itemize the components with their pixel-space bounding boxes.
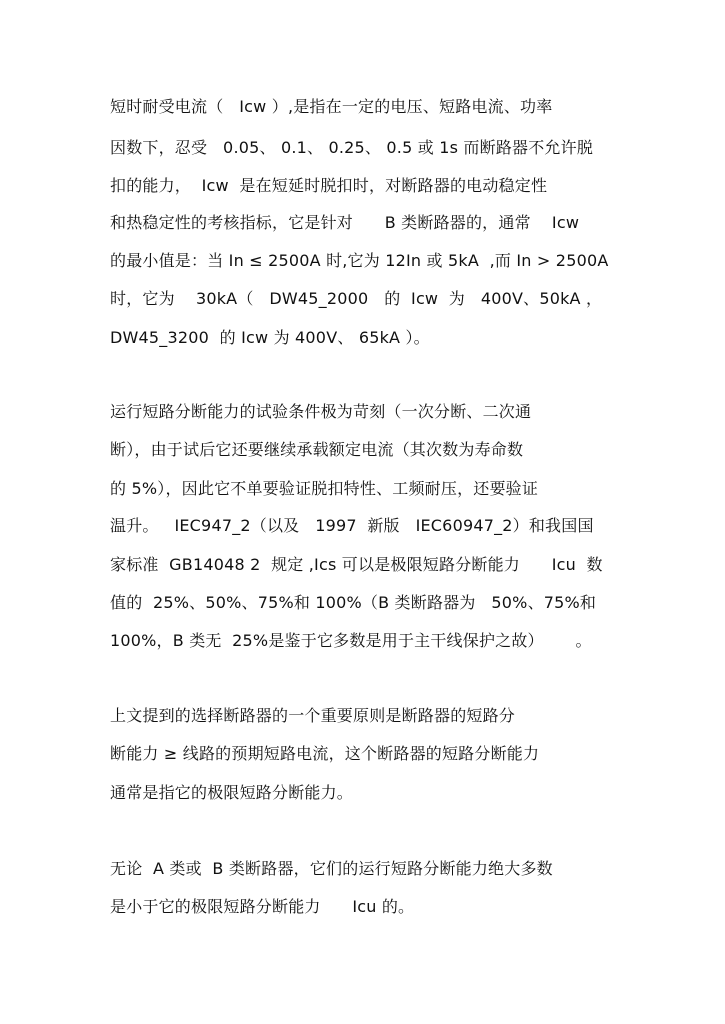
paragraph-3-line-1: 上文提到的选择断路器的一个重要原则是断路器的短路分 (110, 706, 516, 725)
paragraph-2-line-5: 家标准 GB14048 2 规定 ,Ics 可以是极限短路分断能力 Icu 数 (110, 555, 603, 574)
paragraph-4-line-1: 无论 A 类或 B 类断路器，它们的运行短路分断能力绝大多数 (110, 859, 553, 878)
paragraph-1-line-6: 时，它为 30kA（ DW45_2000 的 Icw 为 400V、50kA ， (110, 289, 603, 308)
paragraph-2-line-4: 温升。 IEC947_2（以及 1997 新版 IEC60947_2）和我国国 (110, 516, 594, 535)
paragraph-2-line-1: 运行短路分断能力的试验条件极为苛刻（一次分断、二次通 (110, 402, 532, 421)
paragraph-1-line-1: 短时耐受电流（ Icw ）,是指在一定的电压、短路电流、功率 (110, 97, 553, 116)
paragraph-1-line-4: 和热稳定性的考核指标，它是针对 B 类断路器的，通常 Icw (110, 213, 580, 232)
paragraph-3-line-3: 通常是指它的极限短路分断能力。 (110, 783, 354, 802)
paragraph-2-line-6: 值的 25%、50%、75%和 100%（B 类断路器为 50%、75%和 (110, 593, 597, 612)
paragraph-3-line-2: 断能力 ≥ 线路的预期短路电流，这个断路器的短路分断能力 (110, 744, 540, 763)
paragraph-2-line-3: 的 5%），因此它不单要验证脱扣特性、工频耐压，还要验证 (110, 479, 539, 498)
paragraph-1-line-7: DW45_3200 的 Icw 为 400V、 65kA ）。 (110, 328, 430, 347)
paragraph-1-line-3: 扣的能力， Icw 是在短延时脱扣时，对断路器的电动稳定性 (110, 176, 548, 195)
paragraph-2-line-7: 100%，B 类无 25%是鉴于它多数是用于主干线保护之故） 。 (110, 631, 592, 650)
paragraph-4-line-2: 是小于它的极限短路分断能力 Icu 的。 (110, 897, 415, 916)
paragraph-2-line-2: 断），由于试后它还要继续承载额定电流（其次数为寿命数 (110, 440, 524, 459)
paragraph-1-line-5: 的最小值是：当 In ≤ 2500A 时,它为 12In 或 5kA ,而 In > 2500A (110, 251, 609, 270)
paragraph-1-line-2: 因数下，忍受 0.05、 0.1、 0.25、 0.5 或 1s 而断路器不允许脱 (110, 138, 594, 157)
